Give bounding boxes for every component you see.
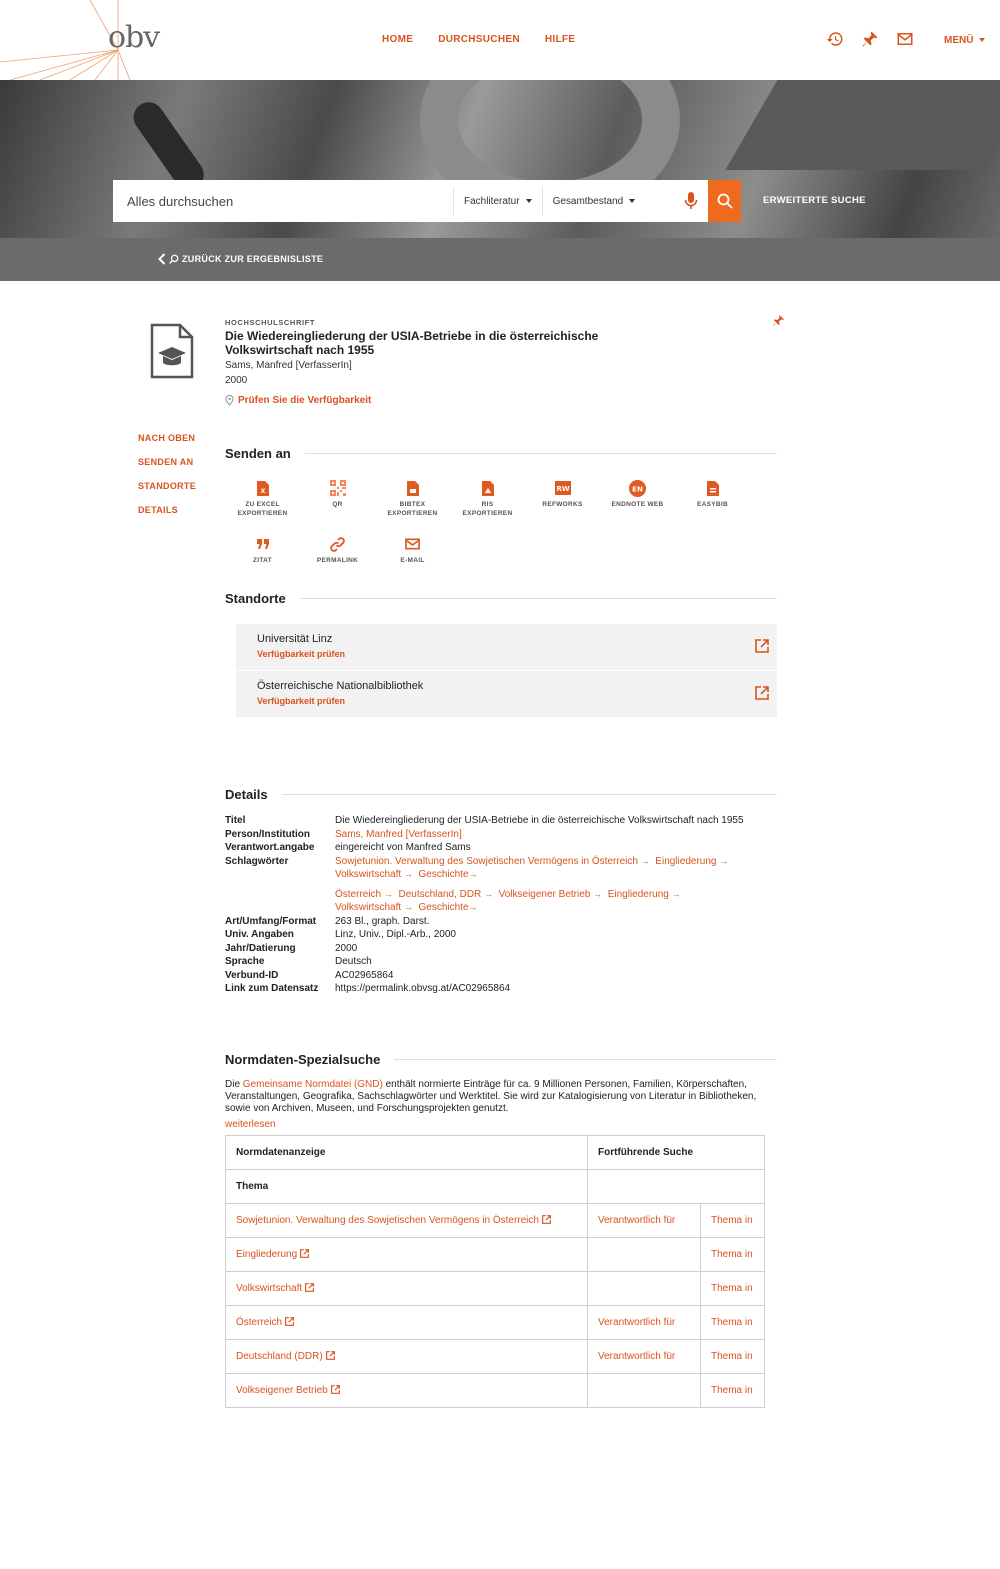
export-ris-button[interactable]: RIS EXPORTIEREN: [450, 478, 525, 518]
keyword-link[interactable]: Eingliederung: [607, 888, 669, 900]
location-item[interactable]: [236, 671, 777, 717]
quote-button[interactable]: ZITAT: [225, 534, 300, 565]
detail-key: Schlagwörter: [225, 855, 289, 867]
mail-icon[interactable]: [896, 30, 914, 48]
topic-in-link[interactable]: Thema in: [701, 1204, 765, 1238]
back-label: ZURÜCK ZUR ERGEBNISLISTE: [182, 254, 324, 264]
location-availability-link[interactable]: Verfügbarkeit prüfen: [257, 649, 346, 659]
keyword-link[interactable]: Deutschland, DDR: [398, 888, 482, 900]
pin-record-icon[interactable]: [772, 314, 785, 330]
norm-heading: Normdaten-Spezialsuche: [225, 1052, 777, 1067]
details-heading: Details: [225, 787, 777, 802]
norm-entry-link[interactable]: Österreich: [226, 1306, 588, 1340]
detail-value: Linz, Univ., Dipl.-Arb., 2000: [335, 929, 456, 940]
side-nav-locations[interactable]: STANDORTE: [138, 481, 197, 491]
availability-link[interactable]: [225, 395, 645, 406]
microphone-icon[interactable]: [674, 192, 708, 210]
table-row: [226, 1238, 765, 1272]
table-row: [226, 1272, 765, 1306]
detail-value: 263 Bl., graph. Darst.: [335, 915, 430, 927]
norm-col-header: Normdatenanzeige: [226, 1136, 588, 1170]
nav-durchsuchen[interactable]: DURCHSUCHEN: [438, 34, 520, 45]
topic-in-link[interactable]: Thema in: [701, 1340, 765, 1374]
record-type: HOCHSCHULSCHRIFT: [225, 318, 316, 327]
keyword-link[interactable]: Eingliederung: [655, 855, 717, 867]
thesis-document-icon: [150, 323, 194, 382]
easybib-icon: [707, 478, 719, 498]
side-nav-top[interactable]: NACH OBEN: [138, 433, 196, 443]
keyword-link[interactable]: Volkseigener Betrieb: [498, 888, 591, 900]
endnote-icon: [629, 478, 646, 498]
availability-label: Prüfen Sie die Verfügbarkeit: [238, 395, 372, 406]
search-input[interactable]: Alles durchsuchen: [127, 193, 234, 209]
external-link-icon[interactable]: [755, 686, 769, 703]
location-name: Universität Linz: [257, 633, 333, 645]
email-button[interactable]: E-MAIL: [375, 534, 450, 565]
quote-icon: [257, 534, 269, 554]
mail-icon: [405, 534, 420, 554]
top-bar: [0, 0, 1000, 80]
topic-in-link[interactable]: Thema in: [701, 1374, 765, 1408]
topic-in-link[interactable]: Thema in: [701, 1306, 765, 1340]
easybib-button[interactable]: EASYBIB: [675, 478, 750, 518]
topic-in-link[interactable]: Thema in: [701, 1272, 765, 1306]
table-row: [226, 1340, 765, 1374]
detail-value: 2000: [335, 942, 358, 954]
keyword-link[interactable]: Geschichte: [418, 902, 469, 913]
send-options: [225, 478, 745, 565]
search-button[interactable]: [708, 180, 741, 222]
back-bar: [0, 238, 1000, 281]
pin-icon[interactable]: [861, 30, 879, 48]
detail-key: Link zum Datensatz: [225, 983, 319, 994]
responsible-for-link[interactable]: Verantwortlich für: [588, 1340, 701, 1374]
detail-value: Deutsch: [335, 956, 372, 967]
svg-text:X: X: [260, 487, 265, 495]
responsible-for-link[interactable]: [588, 1238, 701, 1272]
back-to-results-link[interactable]: [158, 253, 323, 265]
keyword-list: Sowjetunion. Verwaltung des Sowjetischen Vermögens in Österreich → Eingliederung → Volkswirtschaft → Geschichte→ Österreich → Deutschland, DDR → Volkseigener Betrieb → Eingliederung → Volkswirtschaft → Geschichte→: [335, 855, 729, 913]
external-link-icon[interactable]: [755, 639, 769, 656]
table-row: [226, 1374, 765, 1408]
scope-select[interactable]: Fachliteratur: [453, 187, 542, 215]
location-availability-link[interactable]: Verfügbarkeit prüfen: [257, 696, 346, 706]
section-nav: [138, 433, 196, 515]
detail-key: Verantwort.angabe: [225, 842, 315, 853]
locations-heading: Standorte: [225, 591, 777, 606]
responsible-for-link[interactable]: Verantwortlich für: [588, 1306, 701, 1340]
norm-description: Die Gemeinsame Normdatei (GND) enthält normierte Einträge für ca. 9 Millionen Personen, Familien, Körperschaften, Veranstaltungen, Geografika, Sachschlagwörter und Werktitel. Sie wird zur Katalogisierung von Literatur in Bibliotheken, sowie von Archiven, Museen, und Forschungsprojekten genutzt.: [225, 1079, 757, 1114]
main-nav: [382, 34, 575, 45]
permalink-value[interactable]: https://permalink.obvsg.at/AC02965864: [335, 983, 511, 994]
norm-col-header: Fortführende Suche: [588, 1136, 765, 1170]
read-more-link[interactable]: weiterlesen: [225, 1119, 276, 1130]
norm-entry-link[interactable]: Eingliederung: [226, 1238, 588, 1272]
permalink-button[interactable]: PERMALINK: [300, 534, 375, 565]
detail-key: Verbund-ID: [225, 969, 279, 981]
refworks-icon: [555, 478, 571, 498]
gnd-link[interactable]: Gemeinsame Normdatei (GND): [242, 1079, 383, 1090]
side-nav-send[interactable]: SENDEN AN: [138, 457, 194, 467]
keyword-link[interactable]: Österreich: [335, 888, 382, 900]
record-header: [225, 318, 645, 406]
norm-table: [225, 1135, 765, 1408]
qr-button[interactable]: QR: [300, 478, 375, 518]
export-bibtex-button[interactable]: BIBTEX EXPORTIEREN: [375, 478, 450, 518]
nav-hilfe[interactable]: HILFE: [544, 34, 576, 45]
chevron-left-icon: [158, 253, 166, 265]
record-year: 2000: [225, 375, 248, 386]
location-item[interactable]: [236, 624, 777, 670]
external-link-icon: [331, 1385, 340, 1394]
send-heading: Senden an: [225, 446, 777, 461]
norm-entry-link[interactable]: Sowjetunion. Verwaltung des Sowjetischen Vermögens in Österreich: [226, 1204, 588, 1238]
detail-key: Sprache: [225, 956, 265, 967]
keyword-link[interactable]: Geschichte: [418, 869, 469, 880]
external-link-icon: [326, 1351, 335, 1360]
detail-key: Person/Institution: [225, 828, 310, 840]
detail-value: eingereicht von Manfred Sams: [335, 842, 471, 853]
header-icons: [826, 30, 914, 48]
hero-banner: [0, 80, 1000, 238]
svg-text:EN: EN: [632, 485, 643, 493]
advanced-search-link[interactable]: ERWEITERTE SUCHE: [763, 195, 866, 206]
external-link-icon: [542, 1215, 551, 1224]
excel-icon: [257, 478, 269, 498]
responsible-for-link[interactable]: Verantwortlich für: [588, 1204, 701, 1238]
norm-entry-link[interactable]: Volkseigener Betrieb: [226, 1374, 588, 1408]
norm-group-header: Thema: [226, 1170, 588, 1204]
logo[interactable]: obv: [108, 20, 160, 55]
detail-value: AC02965864: [335, 969, 394, 981]
side-nav-details[interactable]: DETAILS: [138, 505, 178, 515]
nav-home[interactable]: HOME: [382, 34, 414, 45]
location-pin-icon: [225, 395, 234, 406]
table-row: [226, 1204, 765, 1238]
responsible-for-link[interactable]: [588, 1272, 701, 1306]
norm-entry-link[interactable]: Volkswirtschaft: [226, 1272, 588, 1306]
detail-key: Titel: [225, 815, 246, 826]
table-row: [226, 1306, 765, 1340]
record-author: Sams, Manfred [VerfasserIn]: [225, 360, 352, 371]
ris-icon: [482, 478, 494, 498]
details-list: [225, 814, 765, 996]
location-name: Österreichische Nationalbibliothek: [257, 680, 424, 692]
menu-button[interactable]: MENÜ: [944, 35, 985, 46]
history-icon[interactable]: [826, 30, 844, 48]
endnote-web-button[interactable]: EN ENDNOTE WEB: [600, 478, 675, 518]
refworks-button[interactable]: RW REFWORKS: [525, 478, 600, 518]
detail-key: Univ. Angaben: [225, 929, 294, 940]
link-icon: [330, 534, 345, 554]
search-icon: [169, 254, 179, 264]
external-link-icon: [285, 1317, 294, 1326]
detail-key: Art/Umfang/Format: [225, 915, 317, 927]
detail-key: Jahr/Datierung: [225, 942, 296, 954]
detail-title-value: Die Wiedereingliederung der USIA-Betriebe in die österreichische Volkswirtschaft nach 1955: [335, 815, 744, 826]
keyword-link[interactable]: Volkswirtschaft: [335, 902, 402, 913]
bibtex-icon: [407, 478, 419, 498]
topic-in-link[interactable]: Thema in: [701, 1238, 765, 1272]
search-icon: [717, 193, 733, 209]
keyword-link[interactable]: Volkswirtschaft: [335, 869, 402, 880]
svg-text:RW: RW: [555, 485, 570, 493]
export-excel-button[interactable]: X ZU EXCEL EXPORTIEREN: [225, 478, 300, 518]
record-title: Die Wiedereingliederung der USIA-Betriebe in die österreichische Volkswirtschaft nach 1955: [225, 329, 599, 357]
keyword-link[interactable]: Sowjetunion. Verwaltung des Sowjetischen Vermögens in Österreich: [335, 855, 638, 867]
qr-icon: [330, 478, 346, 498]
external-link-icon: [305, 1283, 314, 1292]
external-link-icon: [300, 1249, 309, 1258]
norm-entry-link[interactable]: Deutschland (DDR): [226, 1340, 588, 1374]
responsible-for-link[interactable]: [588, 1374, 701, 1408]
author-link[interactable]: Sams, Manfred [VerfasserIn]: [335, 828, 462, 840]
search-bar: [113, 180, 741, 222]
collection-select[interactable]: Gesamtbestand: [542, 187, 646, 215]
